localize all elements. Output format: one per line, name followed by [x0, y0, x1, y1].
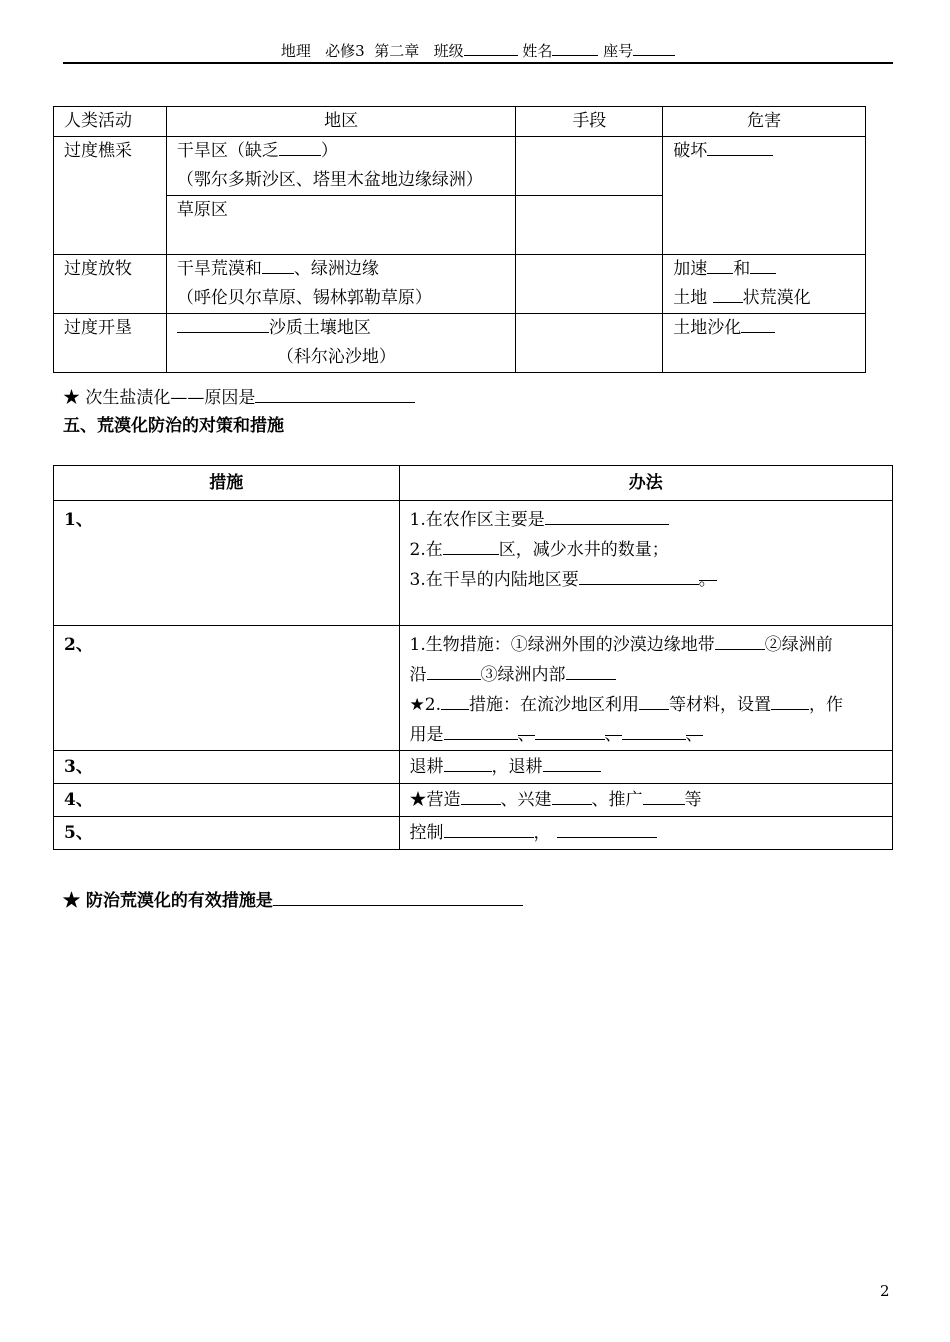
method-text: 、: [686, 720, 703, 736]
salinization-note: [63, 383, 415, 408]
header-class-label: 班级: [433, 42, 464, 60]
method-text: ，退耕: [491, 757, 543, 777]
method-cell: [399, 784, 892, 817]
table-header-row: [54, 107, 866, 137]
effective-measures-note: [63, 886, 523, 911]
header-name-label: 姓名: [522, 42, 553, 60]
page-number: 2: [880, 1282, 890, 1300]
table-row: [54, 255, 866, 314]
col-header-measure: 措施: [54, 466, 400, 501]
answer-blank[interactable]: [444, 822, 534, 838]
measure-cell: 1、: [54, 501, 400, 626]
answer-blank[interactable]: [707, 258, 733, 274]
method-text: 2.在: [409, 540, 443, 560]
region-text: 沙质土壤地区: [268, 318, 371, 338]
method-text: 1.在农作区主要是: [409, 510, 545, 530]
method-text: 措施：在流沙地区利用: [469, 695, 639, 715]
harm-text: 土地: [673, 288, 708, 308]
table-row: [54, 501, 893, 626]
table-row: [54, 751, 893, 784]
method-cell: [399, 626, 892, 751]
answer-blank[interactable]: [715, 634, 765, 650]
answer-blank[interactable]: [639, 694, 669, 710]
section-title: 五、荒漠化防治的对策和措施: [63, 416, 284, 436]
measure-cell: 5、: [54, 817, 400, 850]
answer-blank[interactable]: [443, 539, 499, 555]
answer-blank[interactable]: [441, 694, 469, 710]
answer-blank[interactable]: [750, 258, 776, 274]
table-row: [54, 314, 866, 373]
header-book: 必修3: [325, 42, 365, 60]
method-text: ★2.: [409, 695, 441, 715]
method-text: 。: [699, 565, 717, 581]
harm-cell: [663, 137, 866, 255]
answer-blank[interactable]: [545, 509, 669, 525]
table-row: [54, 626, 893, 751]
answer-blank[interactable]: [557, 822, 657, 838]
table-row: [54, 817, 893, 850]
answer-blank[interactable]: [543, 756, 601, 772]
method-text: 等材料，设置: [669, 695, 771, 715]
header-divider: [63, 62, 893, 64]
measure-cell: 2、: [54, 626, 400, 751]
col-header-activity: 人类活动: [54, 107, 167, 137]
measure-cell: 4、: [54, 784, 400, 817]
harm-text: 状荒漠化: [742, 288, 811, 308]
answer-blank[interactable]: [535, 724, 605, 740]
activity-cell: 过度开垦: [54, 314, 167, 373]
harm-text: 加速: [673, 259, 708, 279]
header-seat-label: 座号: [603, 42, 634, 60]
answer-blank[interactable]: [643, 789, 685, 805]
region-cell: 草原区: [166, 196, 516, 255]
region-text: （科尔沁沙地）: [276, 347, 396, 367]
page-header: [63, 40, 893, 61]
answer-blank[interactable]: [713, 287, 743, 303]
answer-blank[interactable]: [622, 724, 686, 740]
region-text: ）: [320, 141, 338, 161]
answer-blank[interactable]: [177, 317, 269, 333]
answer-blank[interactable]: [427, 664, 481, 680]
method-cell: [399, 817, 892, 850]
col-header-harm: 危害: [663, 107, 866, 137]
activity-cell: 过度放牧: [54, 255, 167, 314]
method-text: 、兴建: [500, 790, 552, 810]
class-blank[interactable]: [464, 40, 518, 56]
answer-blank[interactable]: [262, 258, 294, 274]
answer-blank[interactable]: [461, 789, 501, 805]
answer-blank[interactable]: [771, 694, 809, 710]
means-cell[interactable]: [516, 196, 663, 255]
answer-blank[interactable]: [255, 387, 415, 403]
harm-cell: [663, 314, 866, 373]
harm-text: 和: [733, 259, 751, 279]
method-text: 1.生物措施：①绿洲外围的沙漠边缘地带: [409, 635, 715, 655]
note-text: ★ 防治荒漠化的有效措施是: [63, 891, 273, 911]
col-header-method: 办法: [399, 466, 892, 501]
table-row: [54, 137, 866, 196]
method-text: 退耕: [409, 757, 444, 777]
means-cell[interactable]: [516, 314, 663, 373]
region-cell: [166, 255, 516, 314]
method-text: 沿: [409, 665, 427, 685]
method-text: ③绿洲内部: [480, 665, 566, 685]
method-text: ，: [533, 823, 551, 843]
answer-blank[interactable]: [273, 890, 523, 906]
answer-blank[interactable]: [444, 724, 518, 740]
method-text: 3.在干旱的内陆地区要: [409, 570, 579, 590]
region-text: 干旱区（缺乏: [176, 141, 279, 161]
activity-cell: 过度樵采: [54, 137, 167, 255]
region-text: 干旱荒漠和: [176, 259, 262, 279]
means-cell[interactable]: [516, 255, 663, 314]
seat-blank[interactable]: [633, 40, 675, 56]
method-cell: [399, 501, 892, 626]
note-text: ★ 次生盐渍化——原因是: [63, 388, 256, 408]
col-header-means: 手段: [516, 107, 663, 137]
method-text: 、: [518, 720, 535, 736]
region-text: 、绿洲边缘: [293, 259, 379, 279]
answer-blank[interactable]: [552, 789, 592, 805]
answer-blank[interactable]: [566, 664, 616, 680]
method-text: 等: [684, 790, 702, 810]
method-text: ，作: [809, 695, 843, 715]
harm-text: 土地沙化: [673, 318, 742, 338]
answer-blank[interactable]: [579, 569, 699, 585]
method-text: ②绿洲前: [764, 635, 833, 655]
table-row: [54, 784, 893, 817]
method-text: ★营造: [409, 790, 461, 810]
region-text: （鄂尔多斯沙区、塔里木盆地边缘绿洲）: [176, 170, 483, 190]
human-activity-table: [53, 106, 866, 373]
method-text: 区，减少水井的数量；: [498, 540, 669, 560]
header-chapter: 第二章: [374, 42, 420, 60]
method-text: 用是: [409, 725, 444, 745]
method-text: 控制: [409, 823, 444, 843]
answer-blank[interactable]: [444, 756, 492, 772]
name-blank[interactable]: [552, 40, 598, 56]
method-text: 、: [605, 720, 622, 736]
region-cell: [166, 137, 516, 196]
harm-cell: [663, 255, 866, 314]
method-text: 、推广: [591, 790, 643, 810]
region-cell: [166, 314, 516, 373]
measure-cell: 3、: [54, 751, 400, 784]
answer-blank[interactable]: [741, 317, 775, 333]
method-cell: [399, 751, 892, 784]
col-header-region: 地区: [166, 107, 516, 137]
region-text: （呼伦贝尔草原、锡林郭勒草原）: [176, 288, 432, 308]
means-cell[interactable]: [516, 137, 663, 196]
answer-blank[interactable]: [707, 140, 773, 156]
answer-blank[interactable]: [279, 140, 321, 156]
harm-text: 破坏: [673, 141, 708, 161]
measures-table: [53, 465, 893, 850]
header-subject: 地理: [280, 42, 311, 60]
table-header-row: [54, 466, 893, 501]
